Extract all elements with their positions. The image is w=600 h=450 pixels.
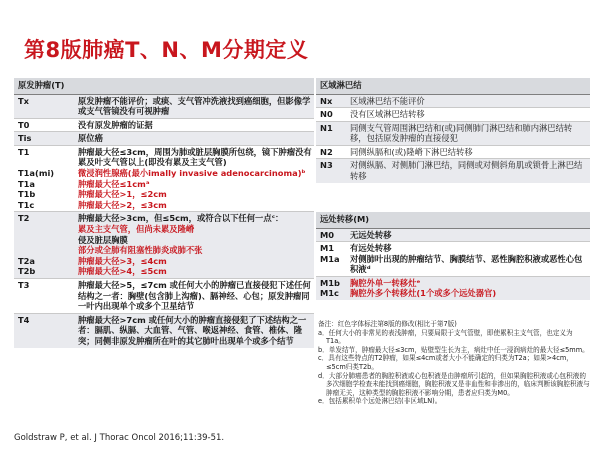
n-stage-description: 没有区域淋巴结转移 <box>346 108 590 122</box>
t-table-row <box>14 94 314 118</box>
footnotes-title: 备注：红色字体标注第8版的修改(相比于第7版) <box>318 320 457 328</box>
t-stage-code: T0 <box>18 119 30 130</box>
footnote-item: d．大部分肺癌患者的胸腔积液或心包积液是由肿瘤所引起的，但如果胸腔积液或心包积液的多次细胞学检查未能找到癌细胞，胸腔积液又是非血性和非渗出的，临床判断该胸腔积液与肿瘤无关，这种类型的胸腔积液不影响分期，患者应归类为M0。 <box>318 371 590 397</box>
t-stage-code: T4 <box>18 314 30 325</box>
n-stage-code: N1 <box>316 121 346 145</box>
t-stage-code <box>18 157 72 168</box>
n-table-row <box>316 145 590 159</box>
citation: Goldstraw P, et al. J Thorac Oncol 2016;11:39-51. <box>14 433 225 443</box>
m-stage-code: M1 <box>320 243 335 254</box>
t-stage-code <box>18 245 72 256</box>
t-stage-description: 肿瘤最大径>7cm 或任何大小的肿瘤直接侵犯了下述结构之一者：膈肌、纵膈、大血管、气管、喉返神经、食管、椎体、隆突；同侧非原发肿瘤所在叶的其它肺叶出现单个或多个结节 <box>78 314 307 346</box>
t-table-row <box>14 132 314 146</box>
t-stage-description: 肿瘤最大径≤1cmᵃ <box>78 178 150 189</box>
m-stage-code: M1a <box>320 253 340 264</box>
m-stage-description: 胸腔外多个转移灶(1个或多个远处器官) <box>350 288 497 299</box>
t-stage-description: 肿瘤最大径>3cm，但≤5cm，或符合以下任何一点ᶜ： <box>78 213 284 224</box>
t-stage-description: 微浸润性腺癌(最小imally invasive adenocarcinoma)ᵇ <box>78 168 306 179</box>
t-stage-description: 原位癌 <box>78 133 103 144</box>
n-table-row <box>316 159 590 183</box>
n-header-label: 区域淋巴结 <box>316 78 590 94</box>
m-stage-description: 胸腔外单一转移灶ᵉ <box>350 277 421 288</box>
t-table-row <box>14 145 314 212</box>
n-stage-code: N0 <box>316 108 346 122</box>
t-stage-code: T3 <box>18 280 30 290</box>
m-stage-description: 有远处转移 <box>350 243 392 254</box>
page-title: 第8版肺癌T、N、M分期定义 <box>24 38 309 62</box>
m-stage-code: M0 <box>320 229 335 240</box>
t-stage-description: 肿瘤最大径>2，≤3cm <box>78 199 167 210</box>
footnote-item: b．单发结节，肿瘤最大径≤3cm，贴壁型生长为主，病灶中任一浸润病灶的最大径≤5mm。 <box>318 345 589 354</box>
t-stage-description: 部分或全肺有阻塞性肺炎或肺不张 <box>78 245 203 256</box>
t-table-row <box>14 313 314 347</box>
t-stage-description: 肿瘤最大径>1，≤2cm <box>78 189 167 200</box>
t-stage-code: Tis <box>18 133 32 144</box>
footnote-item: e．包括累积单个远处淋巴结(非区域LN)。 <box>318 397 442 406</box>
t-stage-code: T1c <box>18 199 35 210</box>
n-stage-description: 同侧支气管周围淋巴结和(或)同侧肺门淋巴结和肺内淋巴结转移，包括原发肿瘤的直接侵犯 <box>346 121 590 145</box>
footnote-item: c．具有这些特点的T2肿瘤，如果≤4cm或者大小不能确定的归类为T2a；如果>4cm，≤5cm归类T2b。 <box>318 354 573 371</box>
m-table-row <box>316 228 590 242</box>
footnotes <box>318 320 590 406</box>
n-stage-description: 区域淋巴结不能评价 <box>346 94 590 108</box>
t-stage-code: T2 <box>18 213 30 224</box>
m-stage-code: M1c <box>320 288 339 299</box>
m-stage-description: 对侧肺叶出现的肿瘤结节、胸膜结节、恶性胸腔积液或恶性心包积液ᵈ <box>350 253 583 275</box>
n-stage-code: Nx <box>316 94 346 108</box>
t-stage-code: T1a <box>18 178 36 189</box>
footnote-item: a．任何大小的非常见的表浅肿瘤，只要局限于支气管壁，即使累积主支气管，也定义为T1a。 <box>318 328 573 346</box>
t-stage-description: 肿瘤最大径≤3cm，周围为肺或脏层胸膜所包绕，镜下肿瘤没有累及叶支气管以上(即没有累及主支气管) <box>78 146 312 168</box>
m-stage-description: 无远处转移 <box>350 229 392 240</box>
t-stage-description: 肿瘤最大径>5，≤7cm 或任何大小的肿瘤已直接侵犯下述任何结构之一者：胸壁(包含肺上沟瘤)、膈神经、心包；原发肿瘤同一叶内出现单个或多个卫星结节 <box>78 280 311 312</box>
t-stage-code <box>18 235 72 246</box>
m-table-header <box>316 212 590 228</box>
m-staging-table <box>316 212 590 300</box>
t-stage-description: 肿瘤最大径>3，≤4cm <box>78 255 167 266</box>
t-staging-table <box>14 78 314 348</box>
t-stage-code: T2b <box>18 266 36 277</box>
t-stage-description: 肿瘤最大径>4，≤5cm <box>78 266 167 277</box>
m-table-row <box>316 276 590 300</box>
t-stage-code: T1a(mi) <box>18 168 55 179</box>
n-stage-description: 同侧纵膈和(或)隆嵴下淋巴结转移 <box>346 145 590 159</box>
m-header-label: 远处转移(M) <box>316 212 590 228</box>
t-table-row <box>14 118 314 132</box>
t-header-label: 原发肿瘤(T) <box>14 78 314 94</box>
t-stage-code: T1b <box>18 189 36 200</box>
t-stage-code: Tx <box>18 95 30 106</box>
t-table-row <box>14 279 314 314</box>
m-stage-code: M1b <box>320 277 340 288</box>
t-stage-code: T2a <box>18 255 36 266</box>
n-table-row <box>316 108 590 122</box>
t-stage-code <box>18 224 72 235</box>
n-stage-code: N3 <box>316 159 346 183</box>
t-stage-description: 侵及脏层胸膜 <box>78 234 128 245</box>
t-table-header <box>14 78 314 94</box>
t-stage-description: 没有原发肿瘤的证据 <box>78 119 153 130</box>
t-stage-description: 原发肿瘤不能评价；或痰、支气管冲洗液找到癌细胞，但影像学或支气管镜没有可视肿瘤 <box>78 95 311 117</box>
t-table-row <box>14 212 314 279</box>
n-table-row <box>316 94 590 108</box>
m-table-row <box>316 242 590 277</box>
t-stage-code: T1 <box>18 146 30 157</box>
n-stage-description: 对侧纵膈、对侧肺门淋巴结，同侧或对侧斜角肌或锁骨上淋巴结转移 <box>346 159 590 183</box>
t-stage-description: 累及主支气管，但尚未累及隆嵴 <box>78 224 195 235</box>
n-table-header <box>316 78 590 94</box>
n-stage-code: N2 <box>316 145 346 159</box>
n-table-row <box>316 121 590 145</box>
n-staging-table <box>316 78 590 183</box>
